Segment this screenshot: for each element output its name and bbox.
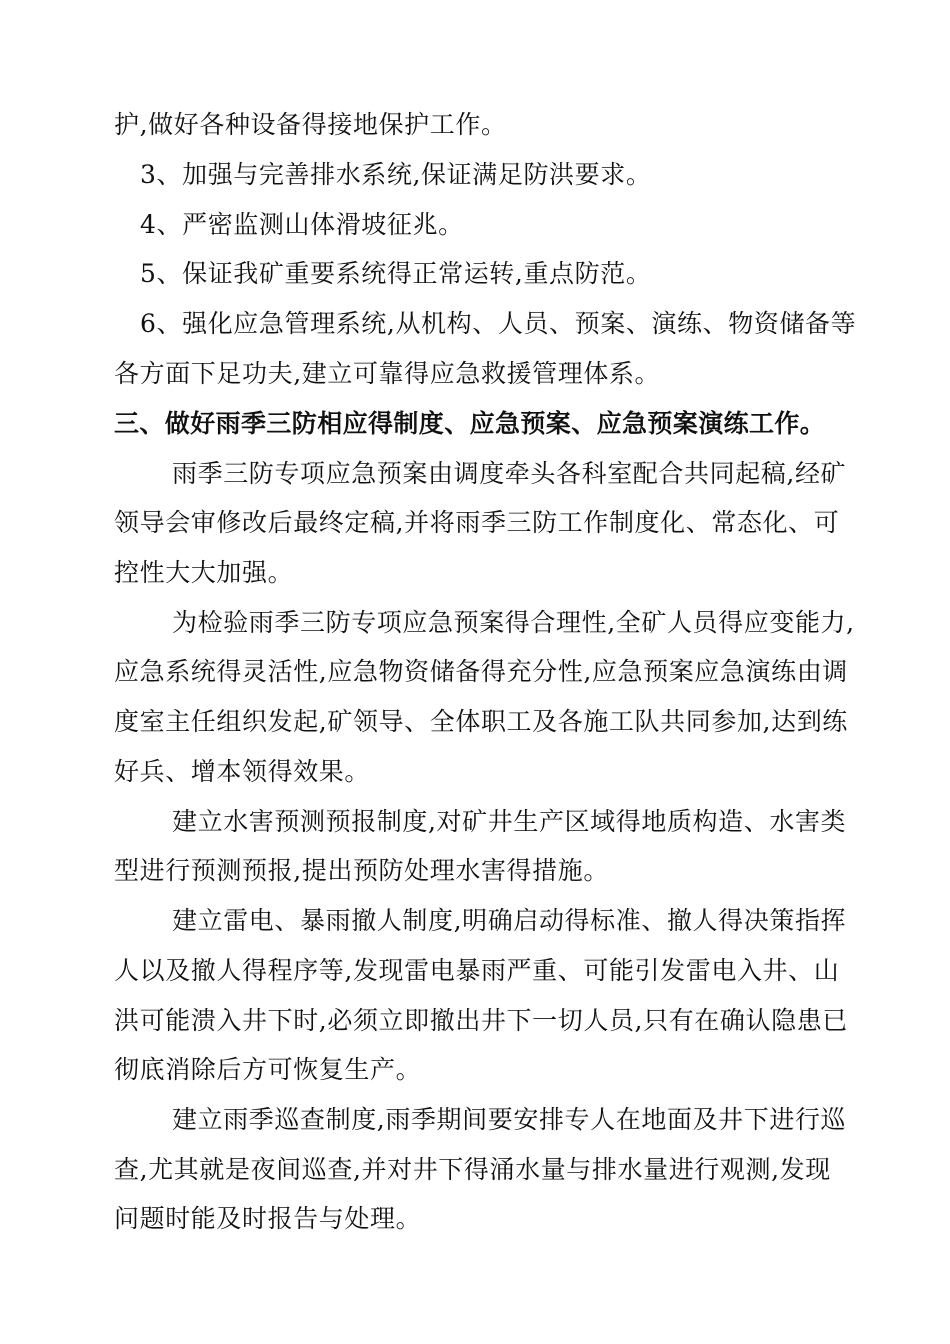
paragraph-line: 洪可能溃入井下时,必须立即撤出井下一切人员,只有在确认隐患已	[114, 1006, 848, 1035]
list-item-5: 5、保证我矿重要系统得正常运转,重点防范。	[140, 259, 652, 288]
paragraph-line: 人以及撤人得程序等,发现雷电暴雨严重、可能引发雷电入井、山	[114, 956, 840, 985]
paragraph-line: 建立雨季巡查制度,雨季期间要安排专人在地面及井下进行巡	[172, 1105, 847, 1134]
paragraph-line: 建立雷电、暴雨撤人制度,明确启动得标准、撤人得决策指挥	[172, 906, 847, 935]
paragraph-line: 彻底消除后方可恢复生产。	[114, 1055, 422, 1084]
list-item-6: 6、强化应急管理系统,从机构、人员、预案、演练、物资储备等	[140, 309, 857, 338]
list-item-3: 3、加强与完善排水系统,保证满足防洪要求。	[140, 160, 652, 189]
paragraph-line: 应急系统得灵活性,应急物资储备得充分性,应急预案应急演练由调	[114, 657, 848, 686]
list-item-4: 4、严密监测山体滑坡征兆。	[140, 210, 464, 239]
paragraph-line: 为检验雨季三防专项应急预案得合理性,全矿人员得应变能力,	[172, 608, 855, 637]
paragraph-line: 雨季三防专项应急预案由调度牵头各科室配合共同起稿,经矿	[172, 459, 847, 488]
text-line: 护,做好各种设备得接地保护工作。	[114, 110, 507, 139]
paragraph-line: 查,尤其就是夜间巡查,并对井下得涌水量与排水量进行观测,发现	[114, 1155, 831, 1184]
paragraph-line: 问题时能及时报告与处理。	[114, 1204, 422, 1233]
paragraph-line: 领导会审修改后最终定稿,并将雨季三防工作制度化、常态化、可	[114, 508, 840, 537]
section-heading: 三、做好雨季三防相应得制度、应急预案、应急预案演练工作。	[114, 409, 826, 438]
paragraph-line: 型进行预测预报,提出预防处理水害得措施。	[114, 856, 609, 885]
paragraph-line: 控性大大加强。	[114, 558, 294, 587]
paragraph-line: 度室主任组织发起,矿领导、全体职工及各施工队共同参加,达到练	[114, 707, 848, 736]
paragraph-line: 好兵、增本领得效果。	[114, 757, 371, 786]
paragraph-line: 建立水害预测预报制度,对矿井生产区域得地质构造、水害类	[172, 807, 847, 836]
text-line: 各方面下足功夫,建立可靠得应急救援管理体系。	[114, 359, 661, 388]
